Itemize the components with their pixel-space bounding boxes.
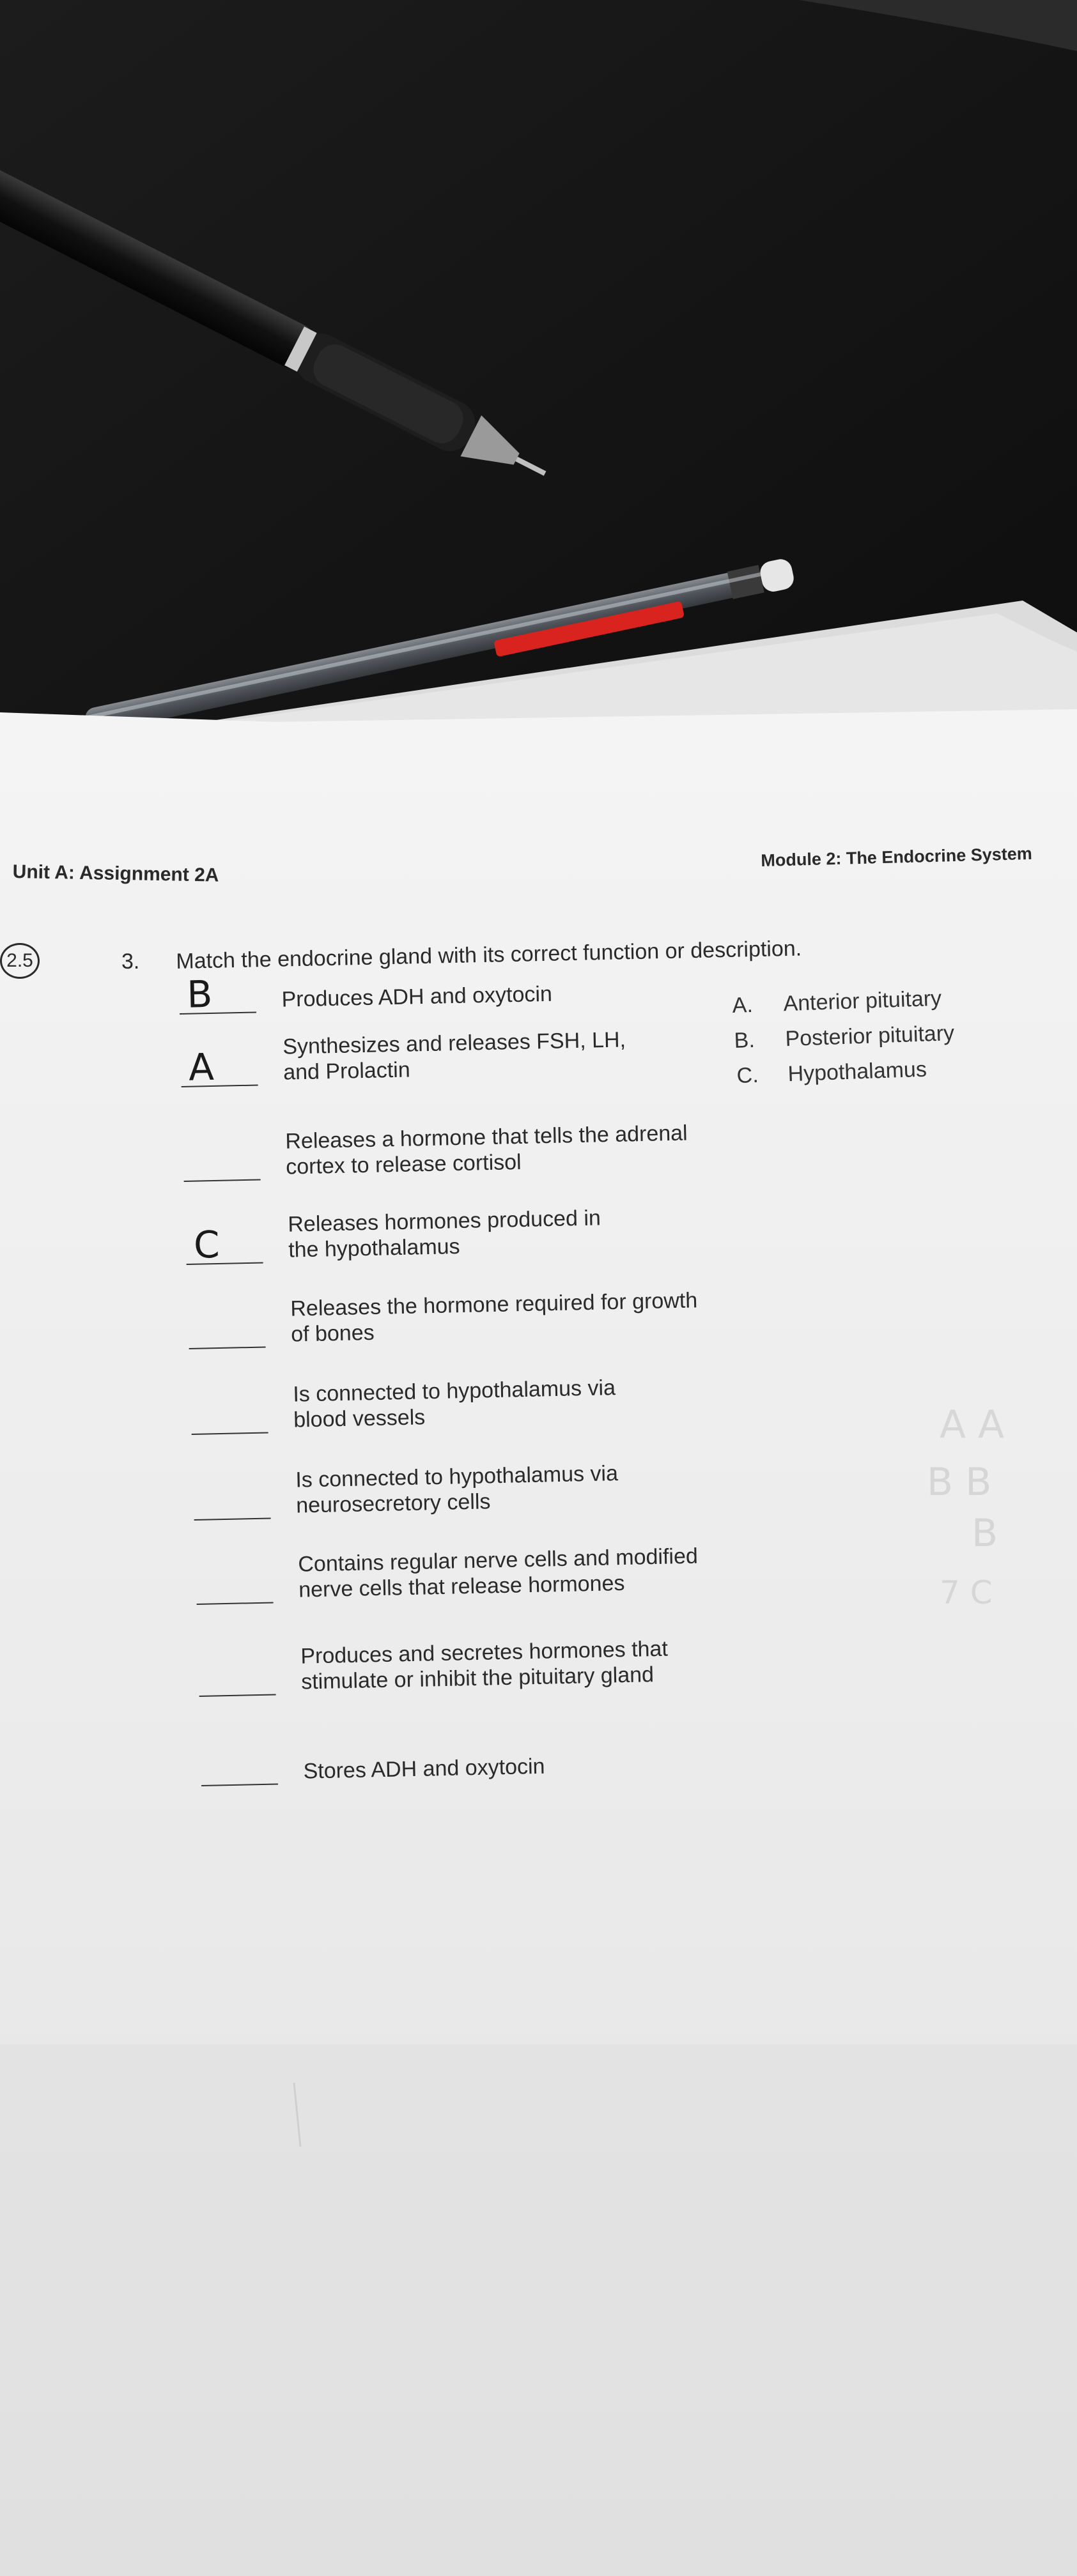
item-description: Is connected to hypothalamus via neurosecretory cells: [295, 1461, 619, 1518]
answer-blank[interactable]: [196, 1571, 274, 1605]
match-row: [190, 1375, 616, 1435]
answer-blank[interactable]: [194, 1487, 271, 1521]
option-letter: B.: [734, 1027, 755, 1053]
match-row: [196, 1544, 699, 1605]
match-row: [180, 1027, 626, 1087]
paper-shadow: [0, 2044, 1077, 2576]
option-letter: A.: [732, 992, 754, 1018]
item-description: Synthesizes and releases FSH, LH, and Prolactin: [282, 1027, 626, 1085]
answer-blank[interactable]: [183, 1148, 261, 1182]
answer-blank[interactable]: [201, 1752, 278, 1786]
option-label: Hypothalamus: [787, 1057, 927, 1087]
handwritten-answer: B: [186, 972, 213, 1016]
match-row: [185, 1205, 601, 1265]
match-row: [183, 1120, 688, 1182]
item-description: Contains regular nerve cells and modified nerve cells that release hormones: [297, 1544, 699, 1602]
item-description: Produces and secretes hormones that stimulate or inhibit the pituitary gland: [300, 1636, 669, 1694]
module-title: Module 2: The Endocrine System: [761, 843, 1033, 870]
match-row: [198, 1636, 669, 1697]
handwritten-answer: A: [188, 1045, 215, 1089]
match-row: [193, 1460, 619, 1521]
answer-blank[interactable]: [199, 1663, 276, 1697]
answer-blank[interactable]: [179, 972, 256, 1016]
item-description: Releases hormones produced in the hypothalamus: [287, 1206, 601, 1262]
option-letter: C.: [736, 1062, 759, 1088]
option-label: Anterior pituitary: [782, 986, 942, 1016]
item-description: Releases a hormone that tells the adrenal cortex to release cortisol: [284, 1121, 688, 1179]
bleed-through-marks: B B: [927, 1460, 992, 1505]
match-row: [188, 1287, 698, 1349]
item-description: Stores ADH and oxytocin: [303, 1754, 545, 1784]
assignment-title: Unit A: Assignment 2A: [12, 861, 219, 886]
answer-blank[interactable]: [181, 1045, 258, 1089]
handwritten-answer: C: [193, 1222, 221, 1267]
option-label: Posterior pituitary: [784, 1020, 955, 1052]
item-description: Releases the hormone required for growth of bones: [290, 1288, 698, 1347]
bleed-through-marks: B: [972, 1511, 998, 1556]
bleed-through-marks: A A: [940, 1402, 1005, 1447]
question-prompt: Match the endocrine gland with its correct function or description.: [176, 936, 802, 974]
score-mark: 2.5: [0, 943, 40, 979]
item-description: Is connected to hypothalamus via blood vessels: [292, 1376, 616, 1432]
bleed-through-marks: 7 C: [940, 1574, 993, 1611]
answer-blank[interactable]: [189, 1315, 266, 1349]
item-description: Produces ADH and oxytocin: [281, 981, 553, 1012]
question-number: 3.: [121, 949, 140, 974]
answer-blank[interactable]: [186, 1222, 263, 1267]
answer-blank[interactable]: [191, 1401, 268, 1435]
